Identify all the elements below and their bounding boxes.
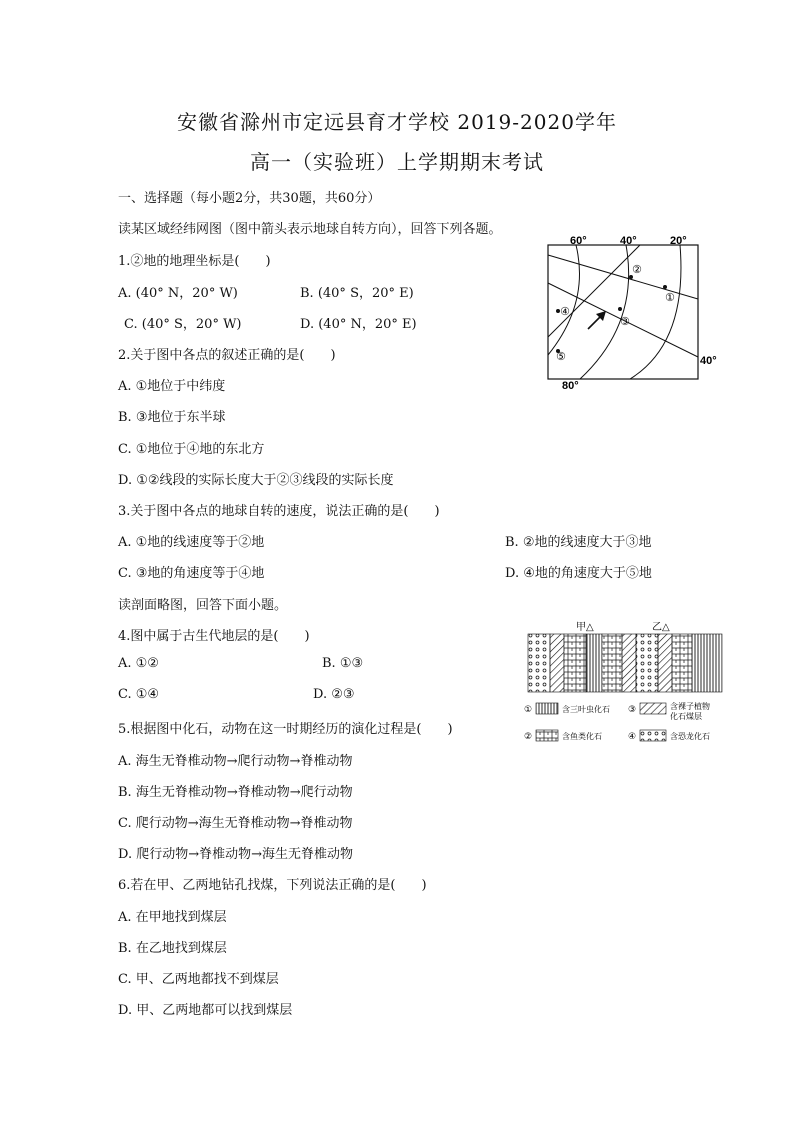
stratum-3b <box>622 634 636 692</box>
q5-option-d: D. 爬行动物→脊椎动物→海生无脊椎动物 <box>118 847 354 862</box>
geologic-profile <box>520 618 730 748</box>
q5-option-a: A. 海生无脊椎动物→爬行动物→脊椎动物 <box>118 754 353 769</box>
q6-option-a: A. 在甲地找到煤层 <box>118 910 227 925</box>
q2-option-a: A. ①地位于中纬度 <box>118 379 226 394</box>
point-label-3: ③ <box>620 316 630 328</box>
legend-swatch-1 <box>536 703 558 714</box>
lon-label-40: 40° <box>620 235 637 247</box>
q2-stem: 2.关于图中各点的叙述正确的是( ) <box>118 348 336 363</box>
point-label-1: ① <box>665 292 675 304</box>
lon-label-20: 20° <box>670 235 687 247</box>
point-label-5: ⑤ <box>556 351 566 363</box>
stratum-1 <box>586 634 602 692</box>
site-a-label: 甲△ <box>576 622 594 633</box>
q4-stem: 4.图中属于古生代地层的是( ) <box>118 629 310 644</box>
point-label-2: ② <box>632 264 642 276</box>
lat-label-80: 80° <box>562 380 579 392</box>
legend-num-2: ② <box>524 731 533 741</box>
q6-option-d: D. 甲、乙两地都可以找到煤层 <box>118 1003 293 1018</box>
title-line-1: 安徽省滁州市定远县育才学校 2019-2020学年 <box>177 110 617 134</box>
q6-option-c: C. 甲、乙两地都找不到煤层 <box>118 972 279 987</box>
q3-option-d: D. ④地的角速度大于⑤地 <box>505 566 652 581</box>
point-dot <box>618 307 622 311</box>
point-dot <box>663 285 667 289</box>
q4-option-b: B. ①③ <box>322 656 364 671</box>
legend-text-2: 含鱼类化石 <box>562 732 602 741</box>
legend-text-1: 含三叶虫化石 <box>562 705 610 714</box>
stratum-2 <box>564 634 586 692</box>
q3-option-c: C. ③地的角速度等于④地 <box>118 566 265 581</box>
legend-swatch-2 <box>536 730 558 741</box>
stratum-2b <box>602 634 622 692</box>
stratum-2c <box>672 634 692 692</box>
stratum-4b <box>636 634 658 692</box>
legend-text-3a: 含裸子植物 <box>670 702 710 711</box>
lat-long-map <box>540 233 740 393</box>
stratum-3 <box>550 634 564 692</box>
lon-label-60: 60° <box>570 235 587 247</box>
q2-option-c: C. ①地位于④地的东北方 <box>118 442 265 457</box>
q3-option-a: A. ①地的线速度等于②地 <box>118 535 265 550</box>
q1-option-c: C. (40° S，20° W) <box>124 317 242 332</box>
stratum-1c <box>692 634 722 692</box>
intro-profile: 读剖面略图，回答下面小题。 <box>118 598 288 613</box>
q4-option-c: C. ①④ <box>118 687 160 702</box>
q6-stem: 6.若在甲、乙两地钻孔找煤，下列说法正确的是( ) <box>118 878 427 893</box>
legend-swatch-3 <box>640 703 666 714</box>
stratum-4 <box>528 634 550 692</box>
title-line-2: 高一（实验班）上学期期末考试 <box>250 150 544 174</box>
legend-text-3b: 化石煤层 <box>670 712 702 721</box>
legend-swatch-4 <box>640 730 666 741</box>
q5-option-c: C. 爬行动物→海生无脊椎动物→脊椎动物 <box>118 816 353 831</box>
site-b-label: 乙△ <box>652 622 670 633</box>
lat-label-40: 40° <box>700 355 717 367</box>
q3-stem: 3.关于图中各点的地球自转的速度，说法正确的是( ) <box>118 504 440 519</box>
intro-map: 读某区域经纬网图（图中箭头表示地球自转方向），回答下列各题。 <box>118 222 502 237</box>
q3-option-b: B. ②地的线速度大于③地 <box>505 535 652 550</box>
q5-option-b: B. 海生无脊椎动物→脊椎动物→爬行动物 <box>118 785 353 800</box>
q5-stem: 5.根据图中化石，动物在这一时期经历的演化过程是( ) <box>118 722 453 737</box>
point-label-4: ④ <box>560 306 570 318</box>
q4-option-a: A. ①② <box>118 656 159 671</box>
q1-option-b: B. (40° S，20° E) <box>300 286 414 301</box>
q1-option-a: A. (40° N，20° W) <box>118 286 238 301</box>
q1-option-d: D. (40° N，20° E) <box>300 317 417 332</box>
q1-stem: 1.②地的地理坐标是( ) <box>118 254 271 269</box>
legend-num-4: ④ <box>628 731 637 741</box>
q2-option-d: D. ①②线段的实际长度大于②③线段的实际长度 <box>118 473 394 488</box>
stratum-3c <box>658 634 672 692</box>
section-heading: 一、选择题（每小题2分，共30题，共60分） <box>118 191 381 206</box>
legend-num-1: ① <box>524 704 533 714</box>
q2-option-b: B. ③地位于东半球 <box>118 410 226 425</box>
legend-num-3: ③ <box>628 704 637 714</box>
q4-option-d: D. ②③ <box>313 687 355 702</box>
legend-text-4: 含恐龙化石 <box>670 732 710 741</box>
q6-option-b: B. 在乙地找到煤层 <box>118 941 227 956</box>
meridian-60 <box>548 245 580 355</box>
